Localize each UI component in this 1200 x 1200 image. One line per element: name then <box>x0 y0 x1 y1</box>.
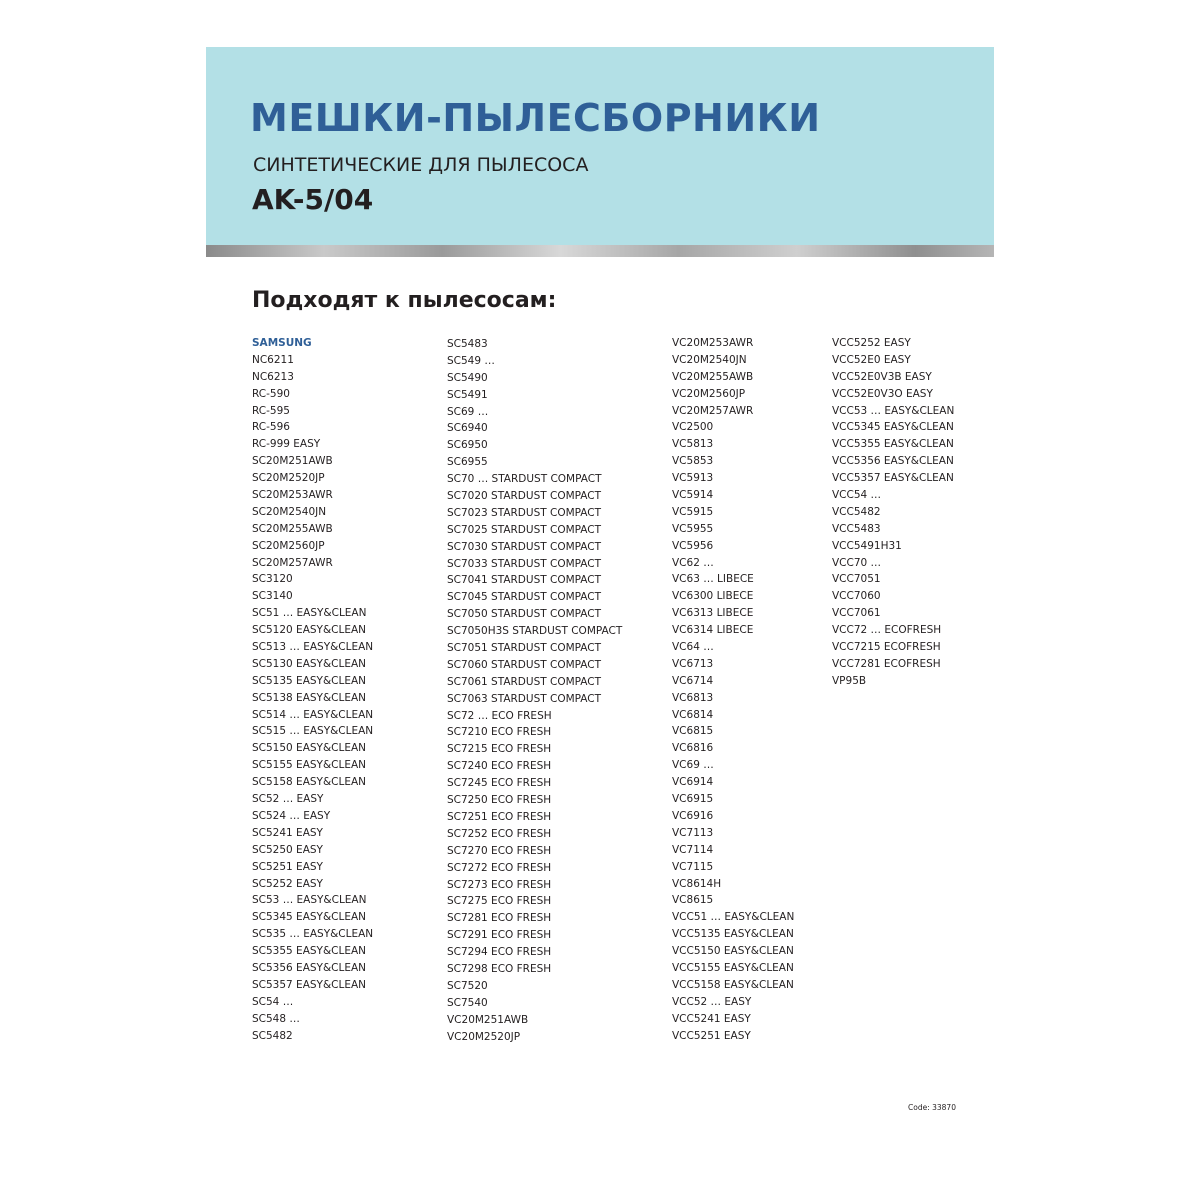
model-item: RC-999 EASY <box>252 438 321 451</box>
model-item: VCC7061 <box>832 607 881 620</box>
model-item: SC5356 EASY&CLEAN <box>252 961 366 974</box>
model-item: SC6940 <box>447 422 488 435</box>
model-item: SC5241 EASY <box>252 826 323 839</box>
model-item: VC6916 <box>672 809 714 822</box>
model-item: VCC5491H31 <box>832 539 902 552</box>
model-item: SC5130 EASY&CLEAN <box>252 657 366 670</box>
model-item: VC5955 <box>672 522 714 535</box>
model-item: SC3120 <box>252 573 293 586</box>
model-item: VC20M2540JN <box>672 353 747 366</box>
model-item: VC69 … <box>672 759 714 772</box>
model-item: VCC5251 EASY <box>672 1029 751 1042</box>
model-item: SC513 … EASY&CLEAN <box>252 641 374 654</box>
model-item: VC6914 <box>672 776 714 789</box>
model-item: SC7041 STARDUST COMPACT <box>447 574 602 587</box>
model-item: SC5138 EASY&CLEAN <box>252 691 366 704</box>
model-item: SC7051 STARDUST COMPACT <box>447 642 602 655</box>
model-item: VCC54 … <box>832 489 882 502</box>
model-item: VCC5356 EASY&CLEAN <box>832 455 954 468</box>
page-title: МЕШКИ-ПЫЛЕСБОРНИКИ <box>250 96 821 140</box>
model-item: SC7050H3S STARDUST COMPACT <box>447 625 623 638</box>
model-item: SC20M257AWR <box>252 556 333 569</box>
model-item: SC20M2520JP <box>252 472 325 485</box>
model-item: SC53 … EASY&CLEAN <box>252 894 367 907</box>
model-list-column-2 <box>447 336 622 1045</box>
model-item: VCC52E0V3O EASY <box>832 387 933 400</box>
model-item: SC20M2560JP <box>252 539 325 552</box>
model-item: SC5250 EASY <box>252 843 323 856</box>
model-item: SC7215 ECO FRESH <box>447 743 552 756</box>
model-item: SC72 … ECO FRESH <box>447 709 552 722</box>
model-item: SC5150 EASY&CLEAN <box>252 742 366 755</box>
model-item: SC5135 EASY&CLEAN <box>252 674 366 687</box>
model-item: VCC52E0 EASY <box>832 353 911 366</box>
brand-label: SAMSUNG <box>252 337 312 349</box>
model-name: AK-5/04 <box>252 183 374 216</box>
model-item: VC62 … <box>672 556 714 569</box>
model-item: SC20M255AWB <box>252 522 333 535</box>
model-item: VCC72 … ECOFRESH <box>832 624 942 637</box>
model-item: VC6814 <box>672 708 714 721</box>
model-item: SC6955 <box>447 456 488 469</box>
model-item: SC20M253AWR <box>252 489 333 502</box>
model-item: VC6813 <box>672 691 714 704</box>
model-item: VCC52E0V3B EASY <box>832 370 932 383</box>
model-item: VC20M2560JP <box>672 387 746 400</box>
model-item: VCC53 … EASY&CLEAN <box>832 404 955 417</box>
model-item: VC5913 <box>672 472 714 485</box>
model-item: VC6915 <box>672 793 714 806</box>
model-item: SC5355 EASY&CLEAN <box>252 945 366 958</box>
model-item: SC7520 <box>447 979 488 992</box>
model-item: SC5490 <box>447 371 488 384</box>
model-item: SC7252 ECO FRESH <box>447 827 552 840</box>
model-item: VC20M251AWB <box>447 1013 529 1026</box>
model-item: VCC5158 EASY&CLEAN <box>672 978 794 991</box>
model-item: SC6950 <box>447 439 488 452</box>
model-item: SC7063 STARDUST COMPACT <box>447 692 602 705</box>
model-item: SC7298 ECO FRESH <box>447 962 552 975</box>
model-item: SC7291 ECO FRESH <box>447 929 552 942</box>
model-item: VCC51 … EASY&CLEAN <box>672 911 795 924</box>
model-item: SC548 … <box>252 1012 300 1025</box>
model-item: VC7115 <box>672 860 714 873</box>
model-item: SC7281 ECO FRESH <box>447 912 552 925</box>
model-item: VCC5483 <box>832 522 881 535</box>
model-item: VCC5241 EASY <box>672 1012 751 1025</box>
model-item: VC64 … <box>672 641 714 654</box>
model-item: SC7033 STARDUST COMPACT <box>447 557 602 570</box>
model-item: VC20M253AWR <box>672 337 754 349</box>
model-item: VC5956 <box>672 539 714 552</box>
model-item: SC5120 EASY&CLEAN <box>252 624 366 637</box>
model-item: SC514 … EASY&CLEAN <box>252 708 374 721</box>
model-item: VCC5355 EASY&CLEAN <box>832 438 954 451</box>
model-item: SC535 … EASY&CLEAN <box>252 928 374 941</box>
model-item: VP95B <box>832 674 867 687</box>
model-item: VC20M257AWR <box>672 404 754 417</box>
model-item: SC5158 EASY&CLEAN <box>252 776 366 789</box>
model-item: VC63 … LIBECE <box>672 573 754 586</box>
model-item: SC51 … EASY&CLEAN <box>252 607 367 620</box>
model-item: SC5491 <box>447 388 488 401</box>
model-item: SC7240 ECO FRESH <box>447 760 552 773</box>
model-item: SC7061 STARDUST COMPACT <box>447 675 602 688</box>
model-item: VC6300 LIBECE <box>672 590 754 603</box>
model-item: VCC7051 <box>832 573 881 586</box>
model-item: VC6314 LIBECE <box>672 624 754 637</box>
model-item: VC5914 <box>672 489 714 502</box>
model-item: VCC52 … EASY <box>672 995 752 1008</box>
model-item: SC7050 STARDUST COMPACT <box>447 608 602 621</box>
model-item: VCC5150 EASY&CLEAN <box>672 945 794 958</box>
model-item: SC515 … EASY&CLEAN <box>252 725 374 738</box>
model-item: SC69 … <box>447 405 489 418</box>
model-item: SC5483 <box>447 338 488 350</box>
model-item: VC6313 LIBECE <box>672 607 754 620</box>
model-item: VC20M255AWB <box>672 370 754 383</box>
model-item: VCC5482 <box>832 505 881 518</box>
model-item: NC6213 <box>252 370 294 383</box>
model-list-column-1 <box>252 335 373 1044</box>
model-item: VC6815 <box>672 725 714 738</box>
model-item: SC5357 EASY&CLEAN <box>252 978 366 991</box>
model-item: VCC5345 EASY&CLEAN <box>832 421 954 434</box>
model-item: SC20M251AWB <box>252 455 333 468</box>
model-item: SC7030 STARDUST COMPACT <box>447 540 602 553</box>
model-item: SC7273 ECO FRESH <box>447 878 552 891</box>
model-item: SC7060 STARDUST COMPACT <box>447 658 602 671</box>
page-subtitle: СИНТЕТИЧЕСКИЕ ДЛЯ ПЫЛЕСОСА <box>253 154 589 176</box>
model-item: SC549 … <box>447 354 495 367</box>
model-item: SC70 … STARDUST COMPACT <box>447 473 602 486</box>
model-item: VCC5252 EASY <box>832 337 911 349</box>
model-item: SC20M2540JN <box>252 505 327 518</box>
model-item: VC5915 <box>672 505 714 518</box>
model-item: VC20M2520JP <box>447 1030 521 1043</box>
model-item: SC54 … <box>252 995 294 1008</box>
model-item: SC3140 <box>252 590 293 603</box>
compatible-heading: Подходят к пылесосам: <box>252 288 557 313</box>
model-item: SC52 … EASY <box>252 793 324 806</box>
metallic-stripe <box>206 245 994 257</box>
model-item: VC6713 <box>672 657 714 670</box>
model-item: VC6714 <box>672 674 714 687</box>
model-item: SC5482 <box>252 1029 293 1042</box>
model-item: VC5813 <box>672 438 714 451</box>
model-item: SC7210 ECO FRESH <box>447 726 552 739</box>
model-item: VCC7281 ECOFRESH <box>832 657 941 670</box>
model-item: SC7294 ECO FRESH <box>447 946 552 959</box>
model-item: VC8615 <box>672 894 714 907</box>
model-item: SC5155 EASY&CLEAN <box>252 759 366 772</box>
model-item: SC5251 EASY <box>252 860 323 873</box>
model-item: SC524 … EASY <box>252 809 331 822</box>
model-item: SC7025 STARDUST COMPACT <box>447 523 602 536</box>
model-item: VC7113 <box>672 826 714 839</box>
model-item: SC5252 EASY <box>252 877 323 890</box>
model-item: RC-595 <box>252 404 290 417</box>
model-item: VCC7215 ECOFRESH <box>832 641 941 654</box>
model-item: VC7114 <box>672 843 714 856</box>
model-item: RC-596 <box>252 421 290 434</box>
model-item: SC7045 STARDUST COMPACT <box>447 591 602 604</box>
model-item: VC2500 <box>672 421 714 434</box>
model-item: SC7540 <box>447 996 488 1009</box>
model-item: VCC5155 EASY&CLEAN <box>672 961 794 974</box>
model-item: SC7251 ECO FRESH <box>447 810 552 823</box>
model-item: VCC70 … <box>832 556 882 569</box>
model-item: RC-590 <box>252 387 290 400</box>
model-item: VCC5357 EASY&CLEAN <box>832 472 954 485</box>
model-item: SC7272 ECO FRESH <box>447 861 552 874</box>
model-item: VC5853 <box>672 455 714 468</box>
model-item: VCC5135 EASY&CLEAN <box>672 928 794 941</box>
model-item: SC7270 ECO FRESH <box>447 844 552 857</box>
model-item: SC5345 EASY&CLEAN <box>252 911 366 924</box>
model-item: VC6816 <box>672 742 714 755</box>
model-item: SC7020 STARDUST COMPACT <box>447 490 602 503</box>
model-item: VC8614H <box>672 877 722 890</box>
model-item: SC7245 ECO FRESH <box>447 777 552 790</box>
model-item: NC6211 <box>252 353 294 366</box>
model-item: SC7250 ECO FRESH <box>447 794 552 807</box>
model-item: SC7023 STARDUST COMPACT <box>447 506 602 519</box>
model-list-column-3 <box>672 335 794 1044</box>
model-item: VCC7060 <box>832 590 881 603</box>
product-code: Code: 33870 <box>908 1103 956 1112</box>
model-item: SC7275 ECO FRESH <box>447 895 552 908</box>
model-list-column-4 <box>832 335 954 690</box>
